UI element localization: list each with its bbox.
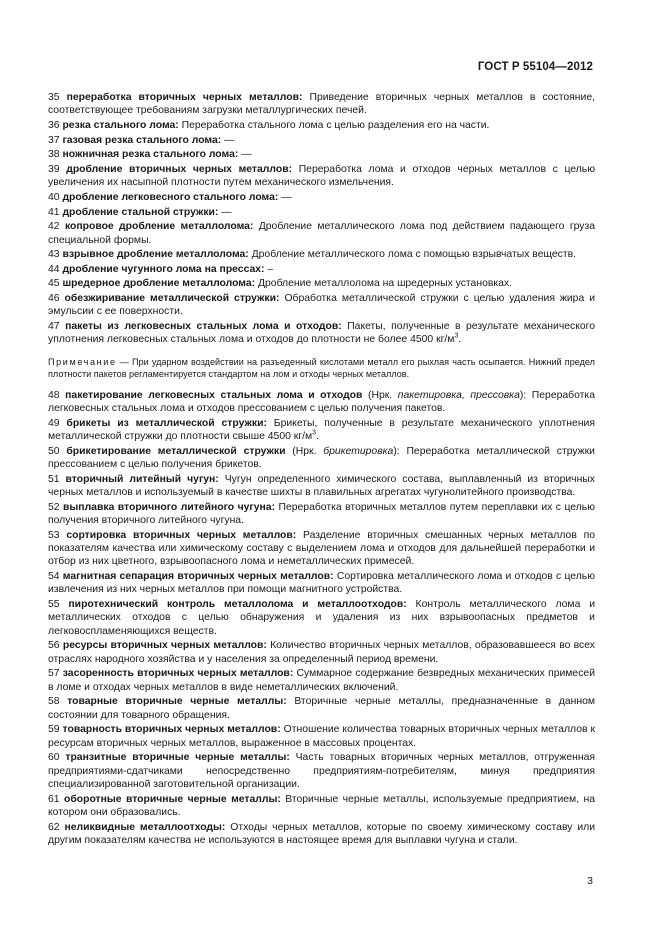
- term-name: шредерное дробление металлолома:: [62, 278, 256, 290]
- term-entry: [48, 667, 595, 694]
- term-name: пакетирование легковесных стальных лома и отходов: [65, 389, 363, 401]
- term-entry: [48, 389, 595, 416]
- term-definition: Чугун определенного химического состава, выплавленный из вторичных черных металлов и используемый в качестве шихты в плавильных агрегатах чугунолитейного производства.: [48, 473, 596, 499]
- term-entry: [48, 163, 595, 190]
- term-number: 36: [48, 119, 60, 131]
- term-number: 38: [48, 149, 60, 161]
- term-number: 42: [48, 221, 60, 233]
- term-name: оборотные вторичные черные металлы:: [63, 793, 281, 805]
- term-definition: —: [238, 149, 252, 161]
- term-definition: Переработка стального лома с целью разделения его на части.: [178, 119, 490, 131]
- term-definition: —: [218, 206, 232, 218]
- term-number: 57: [48, 668, 60, 680]
- term-name: дробление стальной стружки:: [62, 206, 219, 218]
- term-name: переработка вторичных черных металлов:: [66, 92, 303, 103]
- term-entry: [48, 473, 595, 500]
- term-name: резка стального лома:: [62, 119, 179, 131]
- term-number: 37: [48, 134, 60, 146]
- term-number: 40: [48, 191, 60, 203]
- term-number: 52: [48, 501, 60, 513]
- term-number: 50: [48, 445, 60, 457]
- term-number: 58: [48, 696, 60, 708]
- term-name: выплавка вторичного литейного чугуна:: [63, 501, 276, 513]
- term-definition: Отношение количества товарных вторичных черных металлов к ресурсам вторичных черных металлов, выраженное в массовых процентах.: [48, 724, 596, 749]
- term-definition: Вторичные черные металлы, предназначенные в данном состоянии для товарного обращения.: [48, 696, 595, 721]
- term-definition: Суммарное содержание безвредных механических примесей в ломе и отходах черных металлов в виде неметаллических включений.: [48, 668, 595, 693]
- term-entry: [48, 639, 595, 666]
- term-entry: [48, 292, 595, 319]
- term-definition: Переработка лома и отходов черных металлов с целью увеличения их насыпной плотности путем механического измельчения.: [48, 163, 595, 189]
- term-entry: [48, 277, 595, 290]
- term-definition: ): Переработка металлической стружки прессованием с целью получения брикетов.: [48, 445, 595, 471]
- terms-list: [48, 91, 595, 849]
- term-number: 56: [48, 640, 60, 652]
- note-block: [48, 356, 595, 380]
- term-number: 49: [48, 417, 60, 429]
- term-entry: [48, 445, 595, 472]
- term-name: транзитные вторичные черные металлы:: [65, 752, 290, 764]
- term-entry: [48, 206, 595, 219]
- term-number: 35: [48, 92, 60, 103]
- term-entry: [48, 529, 595, 569]
- term-name: засоренность вторичных черных металлов:: [62, 668, 294, 680]
- term-name: брикетирование металлической стружки: [66, 445, 286, 457]
- term-name: пакеты из легковесных стальных лома и отходов:: [65, 321, 342, 333]
- term-name: дробление чугунного лома на прессах:: [62, 263, 265, 275]
- note-label: Примечание: [48, 356, 117, 367]
- term-entry: [48, 598, 595, 638]
- page-number: 3: [587, 875, 593, 887]
- term-entry: [48, 417, 595, 444]
- term-note-prefix: (Нрк.: [285, 445, 324, 457]
- term-name: пиротехнический контроль металлолома и металлоотходов:: [68, 598, 407, 610]
- term-name: обезжиривание металлической стружки:: [64, 293, 280, 305]
- term-entry: [48, 501, 595, 528]
- term-name: товарные вторичные черные металлы:: [67, 696, 287, 708]
- term-entry: [48, 148, 595, 161]
- term-number: 54: [48, 571, 60, 582]
- term-number: 39: [48, 163, 60, 175]
- term-number: 46: [48, 293, 60, 305]
- term-name: ресурсы вторичных черных металлов:: [62, 640, 267, 652]
- term-name: сортировка вторичных черных металлов:: [66, 529, 297, 541]
- term-definition: Вторичные черные металлы, используемые предприятием, на котором они образовались.: [48, 793, 596, 818]
- term-number: 43: [48, 249, 60, 261]
- term-note-prefix: (Нрк.: [362, 389, 398, 401]
- term-name: газовая резка стального лома:: [62, 134, 222, 146]
- term-name: дробление вторичных черных металлов:: [66, 163, 293, 175]
- term-entry: [48, 821, 595, 848]
- term-name: брикеты из металлической стружки:: [66, 417, 267, 429]
- term-entry: [48, 263, 595, 276]
- term-definition: ): Переработка легковесных стальных лома и отходов прессованием с целью получения пакетов.: [48, 389, 595, 415]
- term-definition: Дробление металлолома на шредерных установках.: [255, 278, 513, 290]
- term-name: товарность вторичных черных металлов:: [62, 724, 281, 736]
- term-entry: [48, 134, 595, 147]
- term-definition: Дробление металлического лома под действием падающего груза специальной формы.: [48, 221, 596, 246]
- term-definition: —: [221, 134, 235, 146]
- term-name: взрывное дробление металлолома:: [62, 249, 249, 261]
- term-number: 48: [48, 389, 60, 401]
- term-name: ножничная резка стального лома:: [62, 149, 239, 161]
- term-number: 41: [48, 206, 60, 218]
- term-entry: [48, 793, 595, 820]
- term-deprecated: пакетировка, прессовка: [397, 389, 520, 401]
- term-definition: Количество вторичных черных металлов, образовавшееся во всех отраслях народного хозяйства и у населения за определенный период времени.: [48, 640, 596, 665]
- term-definition: —: [278, 191, 292, 203]
- term-entry: [48, 570, 595, 597]
- term-name: магнитная сепарация вторичных черных металлов:: [62, 571, 334, 582]
- term-number: 59: [48, 724, 60, 736]
- terms-group-1: [48, 91, 595, 347]
- term-number: 53: [48, 529, 60, 541]
- term-entry: [48, 320, 595, 347]
- term-entry: [48, 695, 595, 722]
- term-number: 55: [48, 598, 60, 610]
- term-number: 60: [48, 752, 60, 764]
- term-name: копровое дробление металлолома:: [64, 221, 254, 233]
- term-number: 51: [48, 473, 60, 485]
- term-definition: Часть товарных вторичных черных металлов, отгруженная предприятиями-сдатчиками непосредственно предприятиям-потребителям, минуя предприятия специализированной заготовительной организации.: [48, 752, 595, 790]
- term-deprecated: брикетировка: [323, 445, 394, 457]
- term-definition: Переработка вторичных металлов путем переплавки их с целью получения вторичного литейного чугуна.: [48, 501, 595, 527]
- term-name: неликвидные металлоотходы:: [64, 821, 226, 833]
- term-definition-end: .: [316, 431, 319, 443]
- term-entry: [48, 220, 595, 247]
- term-entry: [48, 723, 595, 750]
- term-definition: –: [264, 263, 274, 275]
- term-name: вторичный литейный чугун:: [65, 473, 219, 485]
- term-number: 62: [48, 821, 60, 833]
- term-entry: [48, 191, 595, 204]
- terms-group-2: [48, 389, 595, 848]
- term-number: 44: [48, 263, 60, 275]
- term-entry: [48, 91, 595, 118]
- term-definition-end: .: [458, 334, 462, 346]
- unit-exponent: 3: [312, 429, 317, 437]
- term-name: дробление легковесного стального лома:: [62, 191, 279, 203]
- term-definition: Отходы черных металлов, которые по своему химическому составу или другим показателям качества не используются в настоящее время для выплавки чугуна и стали.: [48, 821, 596, 846]
- term-definition: Дробление металлического лома с помощью взрывчатых веществ.: [248, 249, 577, 261]
- term-definition: Брикеты, полученные в результате механического уплотнения металлической стружки до плотности свыше 4500 кг/м: [48, 417, 595, 443]
- term-number: 47: [48, 321, 60, 333]
- term-definition: Разделение вторичных смешанных черных металлов по показателям качества или химическому составу с выделением лома и отходов для дальнейшей переработки и отбор из них цветного, взрывоопасного лома и неметаллических примесей.: [48, 529, 595, 568]
- unit-exponent: 3: [454, 332, 459, 340]
- term-definition: Пакеты, полученные в результате механического уплотнения легковесных стальных лома и отходов до плотности не более 4500 кг/м: [48, 321, 596, 346]
- term-entry: [48, 248, 595, 261]
- term-definition: Приведение вторичных черных металлов в состояние, соответствующее требованиям загрузки металлургических печей.: [48, 92, 596, 117]
- term-definition: Сортировка металлического лома и отходов с целью извлечения из них черных металлов при помощи магнитного устройства.: [48, 571, 596, 596]
- term-entry: [48, 751, 595, 791]
- note-text: — При ударном воздействии на разъеденный кислотами металл его рыхлая часть осыпается. Нижний предел плотности пакетов регламентируется стандартом на лом и отходы черных металлов.: [48, 356, 595, 379]
- term-number: 61: [48, 793, 60, 805]
- term-definition: Обработка металлической стружки с целью удаления жира и эмульсии с ее поверхности.: [48, 293, 596, 318]
- term-definition: Контроль металлического лома и металлических отходов с целью обнаружения и удаления из них взрывоопасных предметов и легковоспламеняющихся веществ.: [48, 598, 595, 637]
- standard-designation: ГОСТ Р 55104—2012: [477, 61, 593, 73]
- term-entry: [48, 119, 595, 132]
- term-number: 45: [48, 278, 60, 290]
